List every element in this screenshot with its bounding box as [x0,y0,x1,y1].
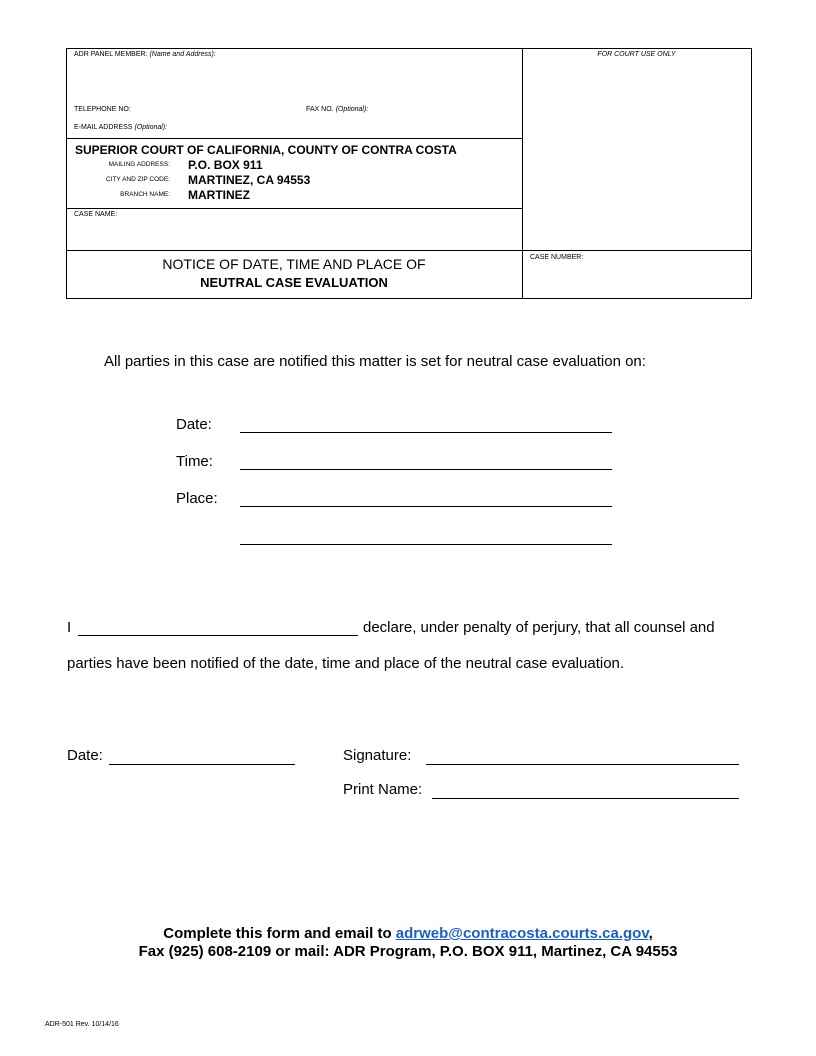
court-name: SUPERIOR COURT OF CALIFORNIA, COUNTY OF CONTRA COSTA [75,143,457,157]
email-label [74,124,167,131]
form-id-text: ADR-501 Rev. [45,1021,90,1028]
form-date: 10/14/16 [91,1021,119,1028]
print-name-field[interactable] [432,782,739,799]
caption-vertical-divider [522,48,523,298]
time-label: Time: [176,453,213,470]
notice-title-line2: NEUTRAL CASE EVALUATION [200,275,388,290]
declare-line2: parties have been notified of the date, time and place of the neutral case evaluation. [67,655,625,672]
place-field[interactable] [240,489,612,507]
adr-panel-label-text: ADR PANEL MEMBER: [74,51,148,58]
signature-label: Signature: [343,747,412,764]
divider-court-casename [66,208,523,209]
email-label-text: E-MAIL ADDRESS [74,124,133,131]
court-use-only-label: FOR COURT USE ONLY [597,51,676,58]
date-field[interactable] [240,415,612,433]
signature-field[interactable] [426,748,739,765]
footer-line1-prefix: Complete this form and email to [163,925,392,942]
declare-prefix: I [67,619,72,636]
footer-line2: Fax (925) 608-2109 or mail: ADR Program, P.O. BOX 911, Martinez, CA 94553 [138,943,678,960]
declarant-name-field[interactable] [78,619,358,636]
telephone-label: TELEPHONE NO: [74,106,131,113]
adr-panel-member-label [74,51,216,58]
notice-title-line1: NOTICE OF DATE, TIME AND PLACE OF [162,256,426,272]
form-id [45,1021,119,1028]
mailing-address-label: MAILING ADDRESS: [108,161,170,168]
adr-panel-hint: (Name and Address): [149,51,216,58]
city-zip-label: CITY AND ZIP CODE: [105,176,170,183]
email-hint: (Optional): [134,124,168,131]
case-name-label: CASE NAME: [74,211,118,218]
divider-title-row [66,250,751,251]
case-number-label: CASE NUMBER: [530,254,584,261]
sign-date-label: Date: [67,747,103,764]
fax-label [306,106,368,113]
time-field[interactable] [240,452,612,470]
divider-attorney-court [66,138,523,139]
intro-text: All parties in this case are notified this matter is set for neutral case evaluation on: [104,353,646,370]
fax-hint: (Optional): [335,106,369,113]
branch-name-label: BRANCH NAME: [120,191,170,198]
place-field-line2[interactable] [240,527,612,545]
email-link[interactable]: adrweb@contracosta.courts.ca.gov [395,925,649,942]
date-label: Date: [176,416,212,433]
place-label: Place: [176,490,218,507]
footer-line1-suffix: , [648,925,653,942]
fax-label-text: FAX NO. [306,106,334,113]
footer-line1 [0,925,816,942]
mailing-address-value: P.O. BOX 911 [188,158,263,172]
branch-name-value: MARTINEZ [188,188,250,202]
sign-date-field[interactable] [109,748,295,765]
city-zip-value: MARTINEZ, CA 94553 [188,173,311,187]
print-name-label: Print Name: [343,781,423,798]
declare-text: declare, under penalty of perjury, that all counsel and [363,619,715,636]
